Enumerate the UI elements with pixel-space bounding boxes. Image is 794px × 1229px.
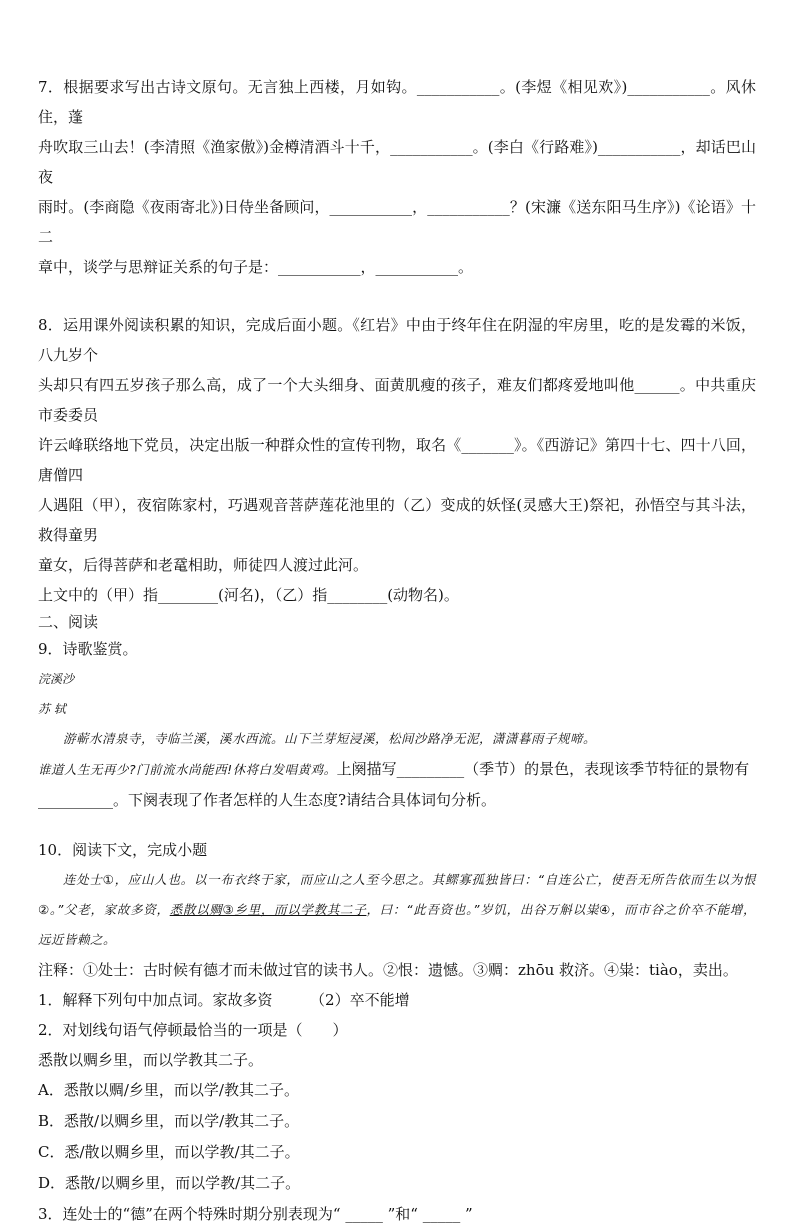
q8-followup: 上文中的（甲）指________(河名)，（乙）指________(动物名)。 xyxy=(38,586,459,604)
option-d[interactable]: D．悉散/以赒乡里，而以学教/其二子。 xyxy=(38,1174,301,1192)
q8-line-3: 许云峰联络地下党员，决定出版一种群众性的宣传刊物，取名《_______》。《西游记》第四十七、四十八回，唐僧四 xyxy=(38,436,756,484)
question-9 xyxy=(38,634,756,815)
q9-question-part-1: 上阕描写_________（季节）的景色，表现该季节特征的景物有 xyxy=(336,760,750,778)
poem-line-1: 游蕲水清泉寺，寺临兰溪，溪水西流。山下兰芽短浸溪，松间沙路净无泥，潇潇暮雨子规啼。 xyxy=(63,731,597,746)
q8-line-5: 童女，后得菩萨和老鼋相助，师徒四人渡过此河。 xyxy=(38,556,369,574)
question-10 xyxy=(38,835,756,1229)
poem-author: 苏 轼 xyxy=(38,702,66,716)
passage-text-a: 连处士①，应山人也。以一布衣终于家，而应山之人至今思之。其鳏寡孤独皆曰：“自连公亡，使吾无所告依而生以为恨②。”父老，家故多资， xyxy=(38,872,756,917)
q8-line-2: 头却只有四五岁孩子那么高，成了一个大头细身、面黄肌瘦的孩子，难友们都疼爱地叫他______。中共重庆市委委员 xyxy=(38,376,756,424)
option-a[interactable]: A．悉散以赒/乡里，而以学/教其二子。 xyxy=(38,1081,299,1099)
q10-passage xyxy=(38,865,756,955)
question-7 xyxy=(38,72,756,282)
q10-title: 10．阅读下文，完成小题 xyxy=(38,841,208,859)
q10-sub-1: 1．解释下列句中加点词。家故多资 （2）卒不能增 xyxy=(38,991,410,1009)
q8-line-1: 8．运用课外阅读积累的知识，完成后面小题。《红岩》中由于终年住在阴湿的牢房里，吃的是发霉的米饭，八九岁个 xyxy=(38,316,756,364)
q8-line-4: 人遇阻（甲），夜宿陈家村，巧遇观音菩萨莲花池里的（乙）变成的妖怪(灵感大王)祭祀，孙悟空与其斗法，救得童男 xyxy=(38,496,756,544)
q7-line-2: 舟吹取三山去！(李清照《渔家傲》)金樽清酒斗十千，___________。(李白《行路难》)___________，却话巴山夜 xyxy=(38,138,756,186)
q7-line-4: 章中，谈学与思辩证关系的句子是：___________，___________。 xyxy=(38,258,474,276)
q10-notes: 注释：①处士：古时候有德才而未做过官的读书人。②恨：遗憾。③赒：zhōu 救济。④粜：tiào，卖出。 xyxy=(38,961,738,979)
q9-question-part-2: __________。下阕表现了作者怎样的人生态度?请结合具体词句分析。 xyxy=(38,791,497,809)
option-c[interactable]: C．悉/散以赒乡里，而以学教/其二子。 xyxy=(38,1143,300,1161)
q7-line-1: 7．根据要求写出古诗文原句。无言独上西楼，月如钩。___________。(李煜《相见欢》)___________。风休住，蓬 xyxy=(38,78,756,126)
q7-line-3: 雨时。(李商隐《夜雨寄北》)日侍坐备顾问，___________，___________？(宋濂《送东阳马生序》)《论语》十二 xyxy=(38,198,756,246)
document-page xyxy=(38,72,756,1229)
question-8 xyxy=(38,310,756,610)
poem-line-2: 谁道人生无再少?门前流水尚能西!休将白发唱黄鸡。 xyxy=(38,762,337,777)
q10-sub-3: 3．连处士的“德”在两个特殊时期分别表现为“ _____ ”和“ _____ ” xyxy=(38,1205,473,1223)
poem-title: 浣溪沙 xyxy=(38,672,75,686)
poem-line-2-and-question xyxy=(38,754,756,785)
q10-sub-2: 2．对划线句语气停顿最恰当的一项是（ ） xyxy=(38,1021,348,1039)
option-b[interactable]: B．悉散/以赒乡里，而以学/教其二子。 xyxy=(38,1112,300,1130)
q10-sub-2-sentence: 悉散以赒乡里，而以学教其二子。 xyxy=(38,1051,264,1069)
passage-underlined-sentence: 悉散以赒③乡里，而以学教其二子 xyxy=(169,902,367,917)
passage-text-b: ，曰：“此吾资也。”岁饥，出谷万斛以粜④，而市谷之价卒不能增，远近皆赖之。 xyxy=(38,902,756,947)
q9-title: 9．诗歌鉴赏。 xyxy=(38,640,138,658)
section-reading-heading: 二、阅读 xyxy=(38,613,99,631)
